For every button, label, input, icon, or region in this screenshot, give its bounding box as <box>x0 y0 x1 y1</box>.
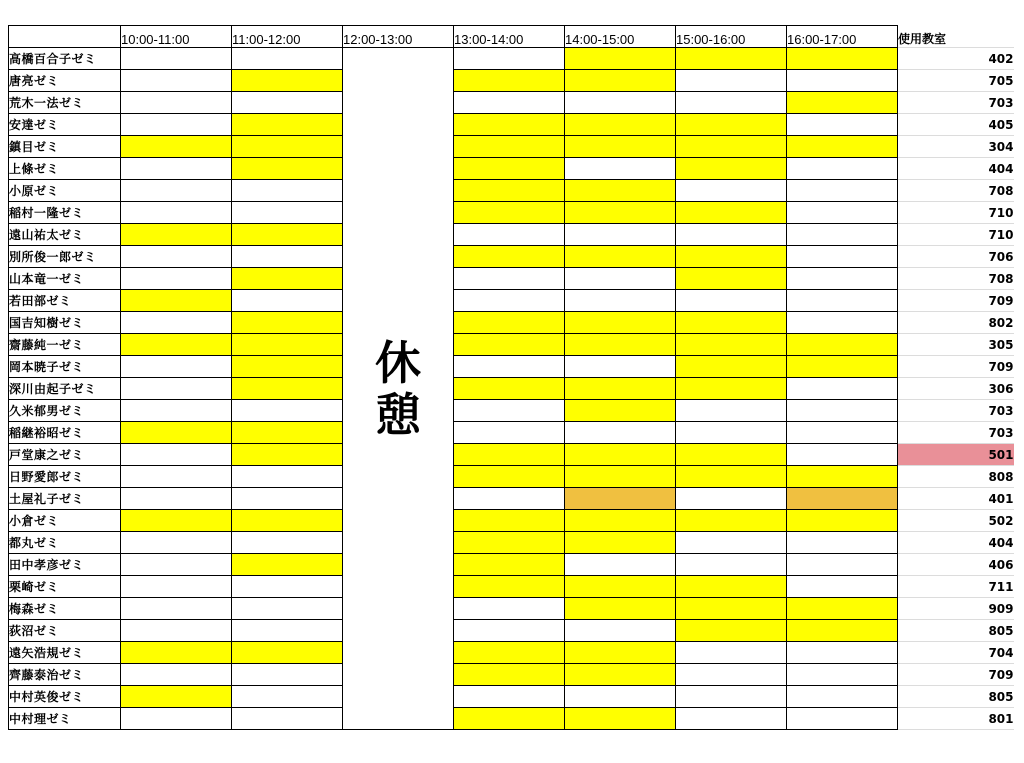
slot-cell-11 <box>232 510 343 532</box>
slot-cell-15 <box>676 466 787 488</box>
slot-cell-16 <box>787 620 898 642</box>
slot-cell-15 <box>676 444 787 466</box>
slot-cell-13 <box>454 70 565 92</box>
slot-cell-16 <box>787 400 898 422</box>
slot-cell-10 <box>121 290 232 312</box>
slot-cell-11 <box>232 488 343 510</box>
slot-cell-10 <box>121 114 232 136</box>
slot-cell-15 <box>676 378 787 400</box>
seminar-name: 別所俊一郎ゼミ <box>9 246 121 268</box>
seminar-name: 小倉ゼミ <box>9 510 121 532</box>
seminar-name: 荻沼ゼミ <box>9 620 121 642</box>
slot-cell-15 <box>676 356 787 378</box>
seminar-name: 齋藤純一ゼミ <box>9 334 121 356</box>
slot-cell-16 <box>787 664 898 686</box>
slot-cell-16 <box>787 576 898 598</box>
slot-cell-13 <box>454 510 565 532</box>
table-row <box>9 202 1014 224</box>
room-number: 703 <box>898 400 1014 422</box>
slot-cell-16 <box>787 532 898 554</box>
slot-cell-11 <box>232 620 343 642</box>
slot-cell-10 <box>121 664 232 686</box>
room-number: 404 <box>898 158 1014 180</box>
room-number: 406 <box>898 554 1014 576</box>
slot-cell-15 <box>676 620 787 642</box>
seminar-name: 上條ゼミ <box>9 158 121 180</box>
slot-cell-13 <box>454 334 565 356</box>
room-number: 703 <box>898 422 1014 444</box>
slot-cell-14 <box>565 686 676 708</box>
slot-cell-11 <box>232 136 343 158</box>
slot-cell-10 <box>121 642 232 664</box>
room-number: 708 <box>898 268 1014 290</box>
room-number: 405 <box>898 114 1014 136</box>
table-row <box>9 444 1014 466</box>
seminar-name: 国吉知樹ゼミ <box>9 312 121 334</box>
table-row <box>9 686 1014 708</box>
room-number: 709 <box>898 356 1014 378</box>
slot-cell-11 <box>232 48 343 70</box>
room-number: 802 <box>898 312 1014 334</box>
slot-cell-14 <box>565 114 676 136</box>
slot-cell-15 <box>676 158 787 180</box>
table-row <box>9 246 1014 268</box>
break-column <box>343 48 454 730</box>
table-row <box>9 48 1014 70</box>
slot-cell-15 <box>676 488 787 510</box>
room-number: 909 <box>898 598 1014 620</box>
slot-cell-16 <box>787 180 898 202</box>
slot-cell-15 <box>676 598 787 620</box>
slot-cell-11 <box>232 598 343 620</box>
slot-cell-13 <box>454 422 565 444</box>
slot-header-10: 10:00-11:00 <box>121 26 232 48</box>
room-number: 711 <box>898 576 1014 598</box>
slot-cell-11 <box>232 268 343 290</box>
slot-cell-15 <box>676 708 787 730</box>
table-row <box>9 576 1014 598</box>
slot-cell-13 <box>454 48 565 70</box>
table-row <box>9 224 1014 246</box>
slot-cell-16 <box>787 158 898 180</box>
slot-cell-14 <box>565 642 676 664</box>
slot-cell-15 <box>676 246 787 268</box>
room-number: 401 <box>898 488 1014 510</box>
slot-cell-10 <box>121 312 232 334</box>
slot-cell-13 <box>454 180 565 202</box>
slot-cell-16 <box>787 290 898 312</box>
seminar-name: 土屋礼子ゼミ <box>9 488 121 510</box>
slot-cell-13 <box>454 246 565 268</box>
slot-cell-16 <box>787 488 898 510</box>
slot-cell-11 <box>232 532 343 554</box>
room-number: 808 <box>898 466 1014 488</box>
slot-cell-11 <box>232 708 343 730</box>
slot-cell-11 <box>232 664 343 686</box>
slot-cell-13 <box>454 92 565 114</box>
slot-cell-11 <box>232 686 343 708</box>
table-row <box>9 268 1014 290</box>
table-row <box>9 510 1014 532</box>
slot-cell-15 <box>676 400 787 422</box>
seminar-name: 山本竜一ゼミ <box>9 268 121 290</box>
slot-cell-10 <box>121 70 232 92</box>
slot-cell-10 <box>121 488 232 510</box>
table-row <box>9 554 1014 576</box>
room-header: 使用教室 <box>898 32 947 46</box>
slot-cell-13 <box>454 224 565 246</box>
slot-cell-11 <box>232 642 343 664</box>
slot-cell-14 <box>565 576 676 598</box>
schedule-rows <box>9 48 1014 730</box>
table-row <box>9 466 1014 488</box>
slot-cell-14 <box>565 378 676 400</box>
room-number: 705 <box>898 70 1014 92</box>
room-number: 404 <box>898 532 1014 554</box>
slot-cell-10 <box>121 356 232 378</box>
slot-cell-10 <box>121 224 232 246</box>
seminar-name: 田中孝彦ゼミ <box>9 554 121 576</box>
table-row <box>9 290 1014 312</box>
slot-cell-14 <box>565 488 676 510</box>
slot-cell-15 <box>676 202 787 224</box>
slot-cell-13 <box>454 532 565 554</box>
room-number: 703 <box>898 92 1014 114</box>
slot-cell-13 <box>454 576 565 598</box>
slot-cell-13 <box>454 400 565 422</box>
room-number: 706 <box>898 246 1014 268</box>
slot-cell-15 <box>676 422 787 444</box>
seminar-name: 唐亮ゼミ <box>9 70 121 92</box>
slot-cell-13 <box>454 620 565 642</box>
slot-cell-15 <box>676 268 787 290</box>
slot-cell-10 <box>121 48 232 70</box>
seminar-name: 深川由起子ゼミ <box>9 378 121 400</box>
table-row <box>9 708 1014 730</box>
slot-cell-15 <box>676 312 787 334</box>
slot-cell-11 <box>232 422 343 444</box>
slot-cell-11 <box>232 70 343 92</box>
slot-cell-14 <box>565 466 676 488</box>
room-number: 710 <box>898 202 1014 224</box>
slot-cell-13 <box>454 268 565 290</box>
slot-cell-13 <box>454 466 565 488</box>
slot-cell-13 <box>454 136 565 158</box>
slot-cell-14 <box>565 180 676 202</box>
slot-cell-16 <box>787 444 898 466</box>
break-label: 休憩 <box>375 335 421 442</box>
slot-cell-16 <box>787 70 898 92</box>
room-number: 805 <box>898 620 1014 642</box>
table-row <box>9 136 1014 158</box>
slot-header-12: 12:00-13:00 <box>343 26 454 48</box>
corner-cell <box>9 26 121 48</box>
slot-cell-15 <box>676 510 787 532</box>
slot-cell-10 <box>121 576 232 598</box>
slot-cell-14 <box>565 92 676 114</box>
table-row <box>9 598 1014 620</box>
room-number: 704 <box>898 642 1014 664</box>
slot-cell-16 <box>787 422 898 444</box>
room-number: 709 <box>898 290 1014 312</box>
slot-cell-10 <box>121 92 232 114</box>
table-row <box>9 620 1014 642</box>
slot-cell-16 <box>787 246 898 268</box>
slot-cell-14 <box>565 312 676 334</box>
slot-cell-10 <box>121 180 232 202</box>
table-row <box>9 356 1014 378</box>
slot-cell-16 <box>787 48 898 70</box>
room-number: 709 <box>898 664 1014 686</box>
seminar-name: 栗崎ゼミ <box>9 576 121 598</box>
slot-cell-11 <box>232 92 343 114</box>
slot-cell-13 <box>454 202 565 224</box>
table-row <box>9 664 1014 686</box>
slot-cell-14 <box>565 532 676 554</box>
slot-cell-16 <box>787 224 898 246</box>
slot-cell-14 <box>565 334 676 356</box>
slot-cell-14 <box>565 136 676 158</box>
slot-cell-16 <box>787 554 898 576</box>
slot-cell-11 <box>232 312 343 334</box>
seminar-name: 久米郁男ゼミ <box>9 400 121 422</box>
seminar-name: 鎮目ゼミ <box>9 136 121 158</box>
slot-cell-16 <box>787 642 898 664</box>
slot-cell-10 <box>121 378 232 400</box>
seminar-name: 戸堂康之ゼミ <box>9 444 121 466</box>
table-row <box>9 488 1014 510</box>
slot-cell-11 <box>232 180 343 202</box>
slot-cell-15 <box>676 334 787 356</box>
slot-cell-10 <box>121 510 232 532</box>
schedule-sheet <box>8 25 1012 731</box>
slot-cell-11 <box>232 400 343 422</box>
slot-cell-11 <box>232 444 343 466</box>
table-row <box>9 180 1014 202</box>
table-row <box>9 158 1014 180</box>
table-row <box>9 532 1014 554</box>
slot-cell-10 <box>121 202 232 224</box>
slot-cell-10 <box>121 158 232 180</box>
slot-cell-14 <box>565 202 676 224</box>
slot-header-13: 13:00-14:00 <box>454 26 565 48</box>
slot-cell-14 <box>565 268 676 290</box>
slot-cell-13 <box>454 356 565 378</box>
slot-cell-14 <box>565 510 676 532</box>
table-row <box>9 400 1014 422</box>
slot-cell-14 <box>565 400 676 422</box>
slot-cell-15 <box>676 180 787 202</box>
slot-cell-14 <box>565 620 676 642</box>
slot-cell-13 <box>454 290 565 312</box>
table-row <box>9 642 1014 664</box>
slot-cell-10 <box>121 686 232 708</box>
table-row <box>9 378 1014 400</box>
slot-cell-11 <box>232 114 343 136</box>
slot-cell-16 <box>787 202 898 224</box>
slot-cell-15 <box>676 554 787 576</box>
slot-header-11: 11:00-12:00 <box>232 26 343 48</box>
header-row <box>9 26 1014 48</box>
room-number: 805 <box>898 686 1014 708</box>
room-number: 306 <box>898 378 1014 400</box>
table-row <box>9 422 1014 444</box>
slot-header-16: 16:00-17:00 <box>787 26 898 48</box>
seminar-name: 稲村一隆ゼミ <box>9 202 121 224</box>
slot-cell-15 <box>676 576 787 598</box>
slot-cell-13 <box>454 444 565 466</box>
slot-cell-13 <box>454 378 565 400</box>
table-row <box>9 70 1014 92</box>
slot-cell-11 <box>232 158 343 180</box>
slot-cell-15 <box>676 48 787 70</box>
slot-cell-16 <box>787 466 898 488</box>
table-row <box>9 312 1014 334</box>
slot-cell-13 <box>454 114 565 136</box>
seminar-name: 若田部ゼミ <box>9 290 121 312</box>
slot-cell-16 <box>787 356 898 378</box>
slot-cell-15 <box>676 224 787 246</box>
table-row <box>9 334 1014 356</box>
slot-cell-14 <box>565 70 676 92</box>
slot-cell-14 <box>565 290 676 312</box>
slot-cell-16 <box>787 268 898 290</box>
slot-cell-15 <box>676 136 787 158</box>
seminar-name: 高橋百合子ゼミ <box>9 48 121 70</box>
slot-cell-16 <box>787 686 898 708</box>
slot-cell-16 <box>787 378 898 400</box>
room-number: 501 <box>898 444 1014 466</box>
slot-cell-14 <box>565 224 676 246</box>
seminar-name: 中村英俊ゼミ <box>9 686 121 708</box>
seminar-name: 荒木一法ゼミ <box>9 92 121 114</box>
slot-cell-13 <box>454 642 565 664</box>
slot-cell-10 <box>121 422 232 444</box>
slot-cell-15 <box>676 532 787 554</box>
slot-cell-10 <box>121 554 232 576</box>
slot-cell-11 <box>232 554 343 576</box>
seminar-name: 日野愛郎ゼミ <box>9 466 121 488</box>
seminar-name: 安達ゼミ <box>9 114 121 136</box>
slot-cell-11 <box>232 466 343 488</box>
slot-cell-10 <box>121 532 232 554</box>
seminar-name: 小原ゼミ <box>9 180 121 202</box>
slot-cell-10 <box>121 334 232 356</box>
slot-cell-14 <box>565 356 676 378</box>
seminar-name: 稲継裕昭ゼミ <box>9 422 121 444</box>
room-number: 710 <box>898 224 1014 246</box>
slot-cell-13 <box>454 598 565 620</box>
slot-cell-10 <box>121 466 232 488</box>
seminar-name: 中村理ゼミ <box>9 708 121 730</box>
room-number: 502 <box>898 510 1014 532</box>
slot-cell-15 <box>676 92 787 114</box>
slot-cell-14 <box>565 48 676 70</box>
slot-cell-10 <box>121 136 232 158</box>
slot-cell-11 <box>232 290 343 312</box>
slot-cell-14 <box>565 444 676 466</box>
seminar-name: 遠山祐太ゼミ <box>9 224 121 246</box>
slot-cell-10 <box>121 620 232 642</box>
slot-cell-14 <box>565 708 676 730</box>
slot-cell-15 <box>676 70 787 92</box>
room-number: 708 <box>898 180 1014 202</box>
slot-cell-10 <box>121 246 232 268</box>
slot-cell-11 <box>232 356 343 378</box>
table-row <box>9 114 1014 136</box>
slot-cell-16 <box>787 334 898 356</box>
slot-cell-10 <box>121 268 232 290</box>
slot-cell-13 <box>454 554 565 576</box>
seminar-name: 遠矢浩規ゼミ <box>9 642 121 664</box>
slot-cell-13 <box>454 686 565 708</box>
room-number: 305 <box>898 334 1014 356</box>
slot-cell-15 <box>676 686 787 708</box>
slot-cell-14 <box>565 664 676 686</box>
slot-cell-10 <box>121 444 232 466</box>
slot-cell-11 <box>232 576 343 598</box>
slot-cell-13 <box>454 664 565 686</box>
slot-cell-11 <box>232 202 343 224</box>
slot-cell-14 <box>565 554 676 576</box>
slot-cell-15 <box>676 664 787 686</box>
seminar-schedule-table <box>8 25 1014 730</box>
slot-cell-11 <box>232 224 343 246</box>
seminar-name: 齊藤泰治ゼミ <box>9 664 121 686</box>
slot-cell-16 <box>787 312 898 334</box>
slot-cell-14 <box>565 158 676 180</box>
slot-cell-15 <box>676 642 787 664</box>
slot-cell-13 <box>454 312 565 334</box>
slot-cell-14 <box>565 598 676 620</box>
room-number: 304 <box>898 136 1014 158</box>
slot-cell-11 <box>232 378 343 400</box>
seminar-name: 岡本暁子ゼミ <box>9 356 121 378</box>
slot-cell-11 <box>232 334 343 356</box>
seminar-name: 梅森ゼミ <box>9 598 121 620</box>
slot-cell-16 <box>787 708 898 730</box>
slot-cell-16 <box>787 114 898 136</box>
slot-cell-13 <box>454 708 565 730</box>
slot-cell-15 <box>676 114 787 136</box>
slot-cell-11 <box>232 246 343 268</box>
slot-cell-15 <box>676 290 787 312</box>
slot-cell-13 <box>454 158 565 180</box>
slot-cell-10 <box>121 598 232 620</box>
slot-cell-10 <box>121 708 232 730</box>
slot-cell-13 <box>454 488 565 510</box>
slot-cell-14 <box>565 246 676 268</box>
seminar-name: 都丸ゼミ <box>9 532 121 554</box>
slot-cell-10 <box>121 400 232 422</box>
room-number: 402 <box>898 48 1014 70</box>
table-row <box>9 92 1014 114</box>
slot-cell-16 <box>787 136 898 158</box>
room-number: 801 <box>898 708 1014 730</box>
slot-header-14: 14:00-15:00 <box>565 26 676 48</box>
slot-cell-16 <box>787 510 898 532</box>
slot-cell-16 <box>787 92 898 114</box>
slot-header-15: 15:00-16:00 <box>676 26 787 48</box>
slot-cell-14 <box>565 422 676 444</box>
slot-cell-16 <box>787 598 898 620</box>
